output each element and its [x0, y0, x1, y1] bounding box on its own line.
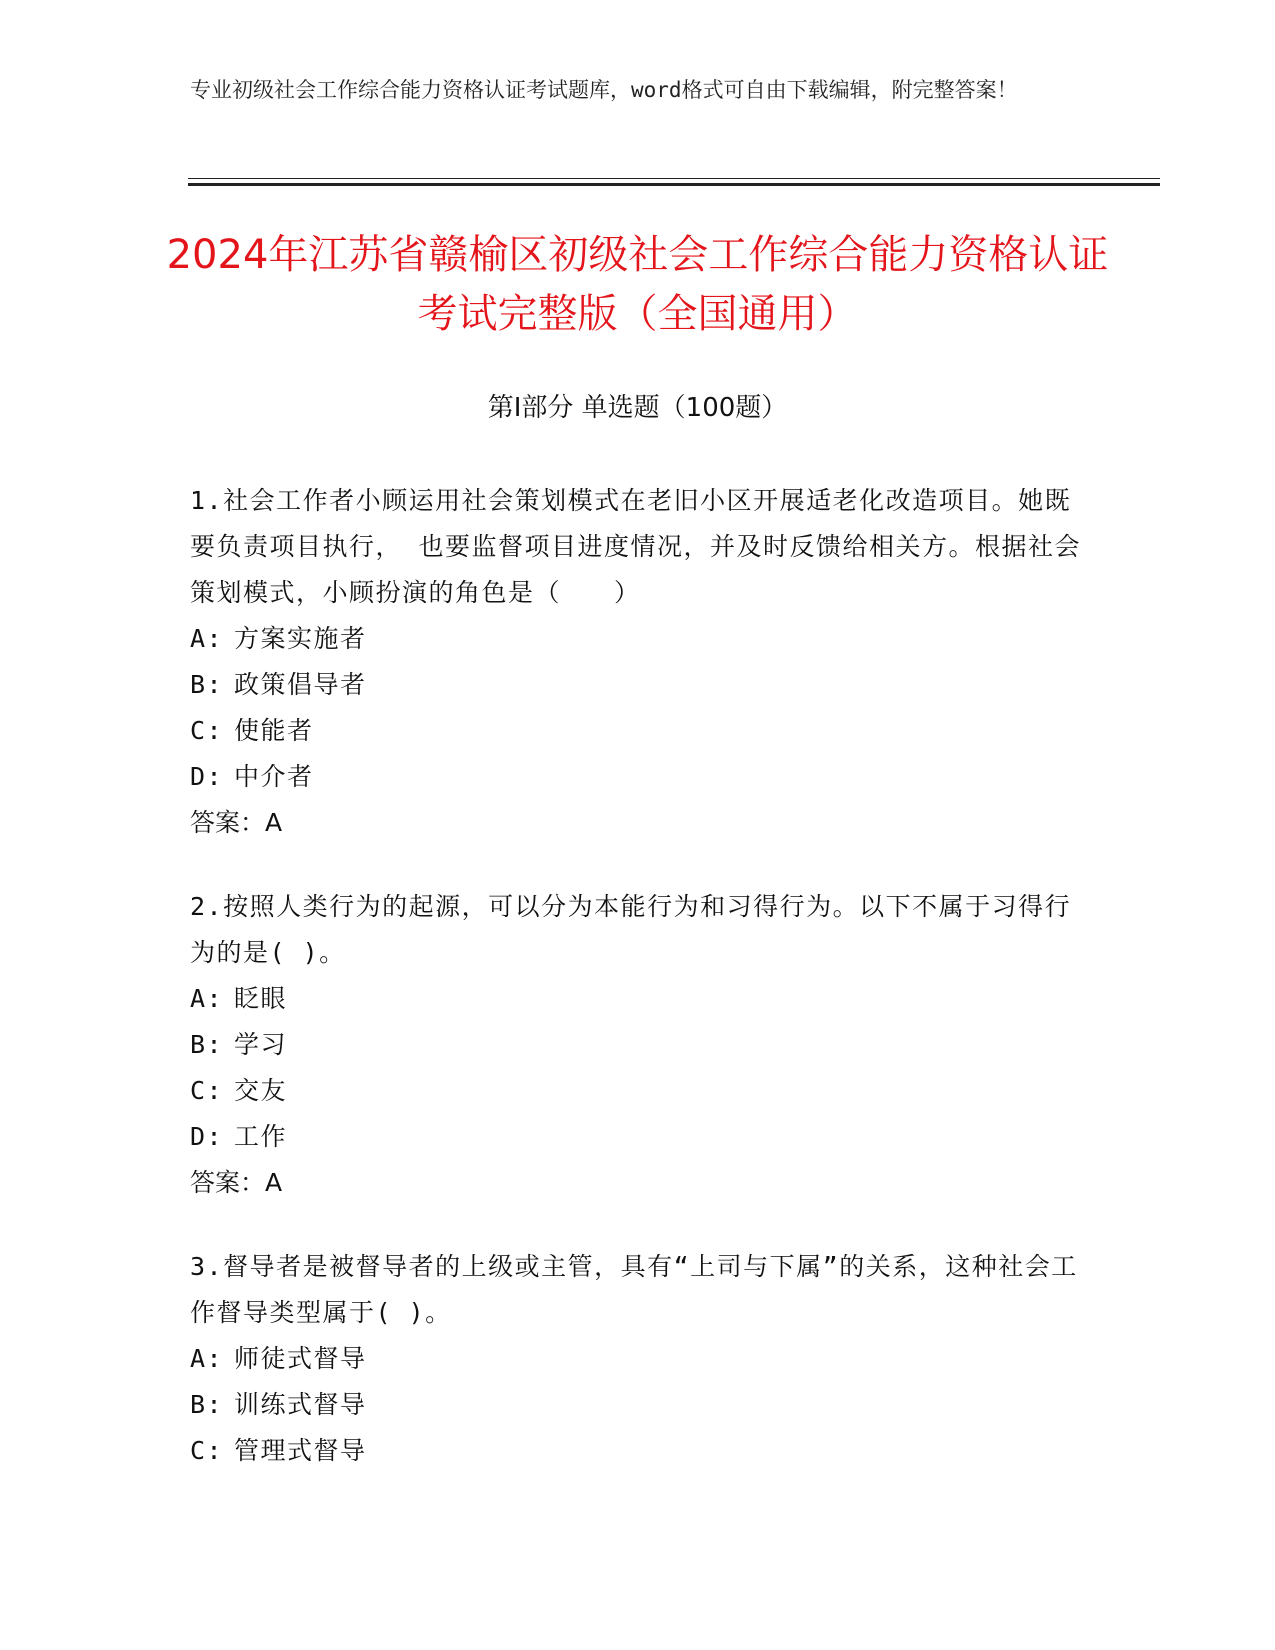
option-letter: C: — [190, 716, 224, 745]
question-stem: 1.社会工作者小顾运用社会策划模式在老旧小区开展适老化改造项目。她既要负责项目执行， 也要监督项目进度情况，并及时反馈给相关方。根据社会策划模式，小顾扮演的角色是（ ） — [190, 486, 1082, 607]
option-letter: A: — [190, 1344, 224, 1373]
option-b — [190, 1022, 1090, 1068]
question-1 — [190, 478, 1090, 846]
question-3 — [190, 1244, 1090, 1474]
answer-line: 答案：A — [190, 808, 283, 837]
option-d — [190, 754, 1090, 800]
option-text: 学习 — [234, 1030, 288, 1059]
option-c — [190, 1428, 1090, 1474]
option-letter: B: — [190, 670, 224, 699]
option-letter: C: — [190, 1436, 224, 1465]
option-text: 交友 — [234, 1076, 288, 1105]
option-text: 政策倡导者 — [234, 670, 367, 699]
option-letter: D: — [190, 762, 224, 791]
option-letter: A: — [190, 624, 224, 653]
option-c — [190, 708, 1090, 754]
option-letter: D: — [190, 1122, 224, 1151]
answer-line: 答案：A — [190, 1168, 283, 1197]
option-letter: B: — [190, 1030, 224, 1059]
option-b — [190, 1382, 1090, 1428]
option-text: 工作 — [234, 1122, 288, 1151]
option-text: 眨眼 — [234, 984, 288, 1013]
option-letter: C: — [190, 1076, 224, 1105]
option-text: 管理式督导 — [234, 1436, 367, 1465]
question-list — [190, 478, 1090, 1512]
option-b — [190, 662, 1090, 708]
option-text: 师徒式督导 — [234, 1344, 367, 1373]
header-divider-thick — [188, 183, 1160, 186]
question-stem: 3.督导者是被督导者的上级或主管，具有“上司与下属”的关系，这种社会工作督导类型属于( )。 — [190, 1252, 1078, 1327]
option-text: 使能者 — [234, 716, 314, 745]
option-text: 训练式督导 — [234, 1390, 367, 1419]
option-letter: A: — [190, 984, 224, 1013]
option-a — [190, 616, 1090, 662]
header-divider-thin — [188, 178, 1160, 179]
question-stem: 2.按照人类行为的起源，可以分为本能行为和习得行为。以下不属于习得行为的是( )。 — [190, 892, 1072, 967]
document-title: 2024年江苏省赣榆区初级社会工作综合能力资格认证考试完整版（全国通用） — [166, 232, 1109, 337]
option-text: 中介者 — [234, 762, 314, 791]
option-c — [190, 1068, 1090, 1114]
section-title: 第Ⅰ部分 单选题（100题） — [487, 393, 788, 423]
question-2 — [190, 884, 1090, 1206]
option-a — [190, 1336, 1090, 1382]
option-a — [190, 976, 1090, 1022]
option-text: 方案实施者 — [234, 624, 367, 653]
option-d — [190, 1114, 1090, 1160]
header-note: 专业初级社会工作综合能力资格认证考试题库，word格式可自由下载编辑，附完整答案！ — [190, 78, 1018, 102]
option-letter: B: — [190, 1390, 224, 1419]
